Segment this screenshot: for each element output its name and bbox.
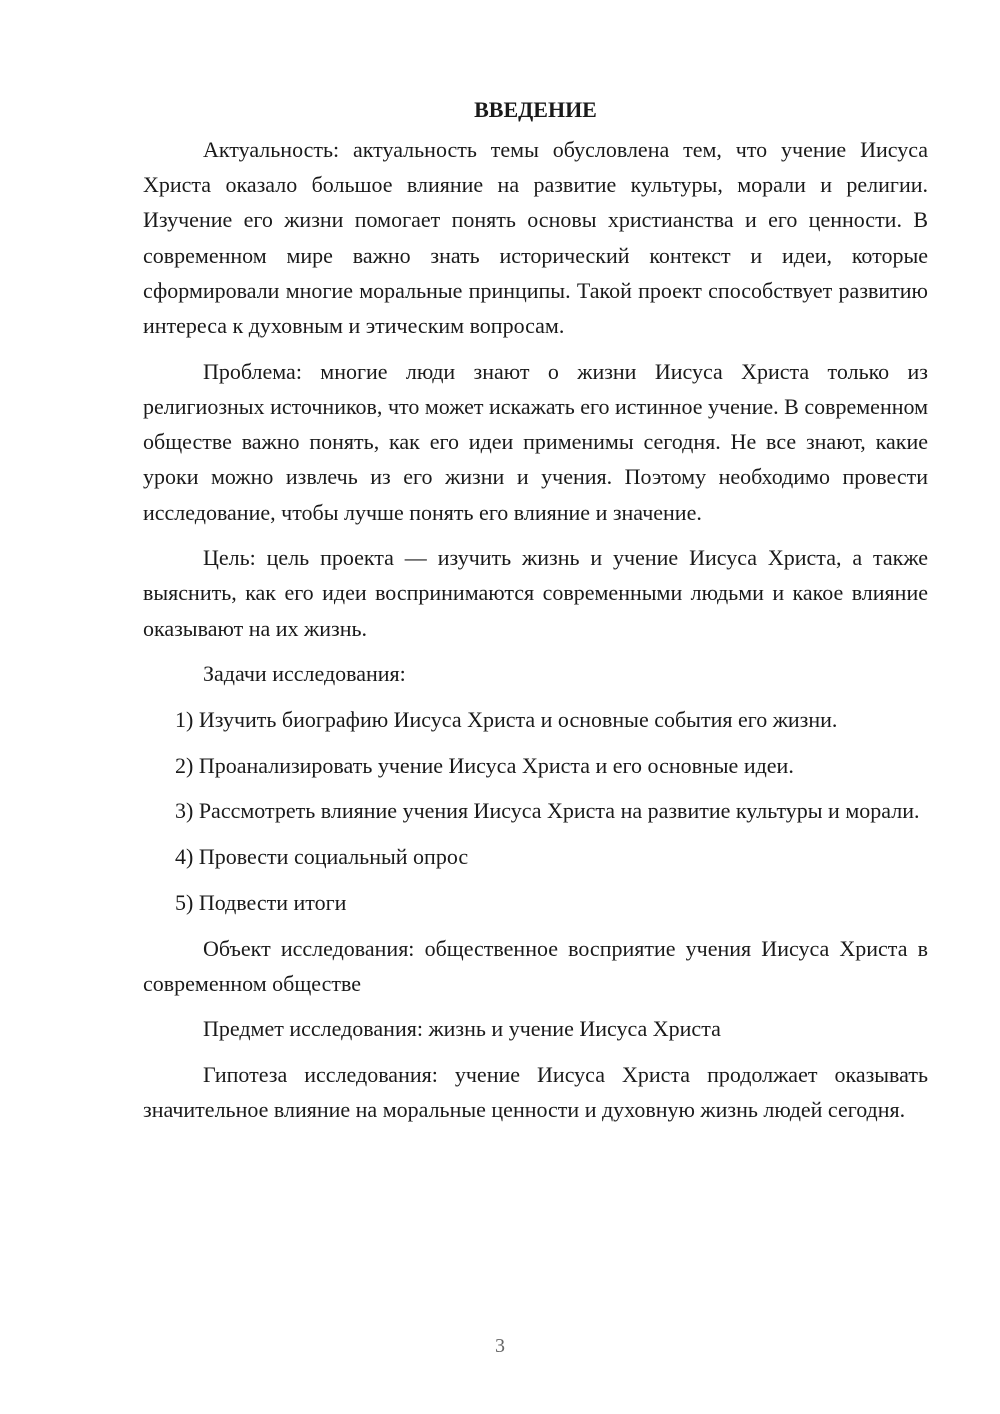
tasks-heading: Задачи исследования: [203,661,406,687]
paragraph-relevance: Актуальность: актуальность темы обусловлена тем, что учение Иисуса Христа оказало большое влияние на развитие культуры, морали и религии. Изучение его жизни помогает понять основы христианства и его ценности. В современном мире важно знать исторический контекст и идеи, которые сформировали многие моральные принципы. Такой проект способствует развитию интереса к духовным и этическим вопросам. [143,137,928,339]
task-item-4: 4) Провести социальный опрос [175,844,469,870]
paragraph-hypothesis: Гипотеза исследования: учение Иисуса Христа продолжает оказывать значительное влияние на моральные ценности и духовную жизнь людей сегодня. [143,1062,928,1123]
task-item-3: 3) Рассмотреть влияние учения Иисуса Христа на развитие культуры и морали. [175,798,920,824]
page-number: 3 [495,1335,505,1357]
page-content [143,92,928,1138]
page-title: ВВЕДЕНИЕ [474,97,597,122]
task-item-1: 1) Изучить биографию Иисуса Христа и основные события его жизни. [175,707,838,733]
paragraph-goal: Цель: цель проекта — изучить жизнь и учение Иисуса Христа, а также выяснить, как его идеи воспринимаются современными людьми и какое влияние оказывают на их жизнь. [143,545,928,641]
paragraph-subject: Предмет исследования: жизнь и учение Иисуса Христа [203,1016,721,1042]
task-item-5: 5) Подвести итоги [175,889,347,915]
task-item-2: 2) Проанализировать учение Иисуса Христа и его основные идеи. [175,752,794,778]
paragraph-problem: Проблема: многие люди знают о жизни Иисуса Христа только из религиозных источников, что может искажать его истинное учение. В современном обществе важно понять, как его идеи применимы сегодня. Не все знают, какие уроки можно извлечь из его жизни и учения. Поэтому необходимо провести исследование, чтобы лучше понять его влияние и значение. [143,358,928,525]
paragraph-object: Объект исследования: общественное восприятие учения Иисуса Христа в современном обществе [143,935,928,996]
